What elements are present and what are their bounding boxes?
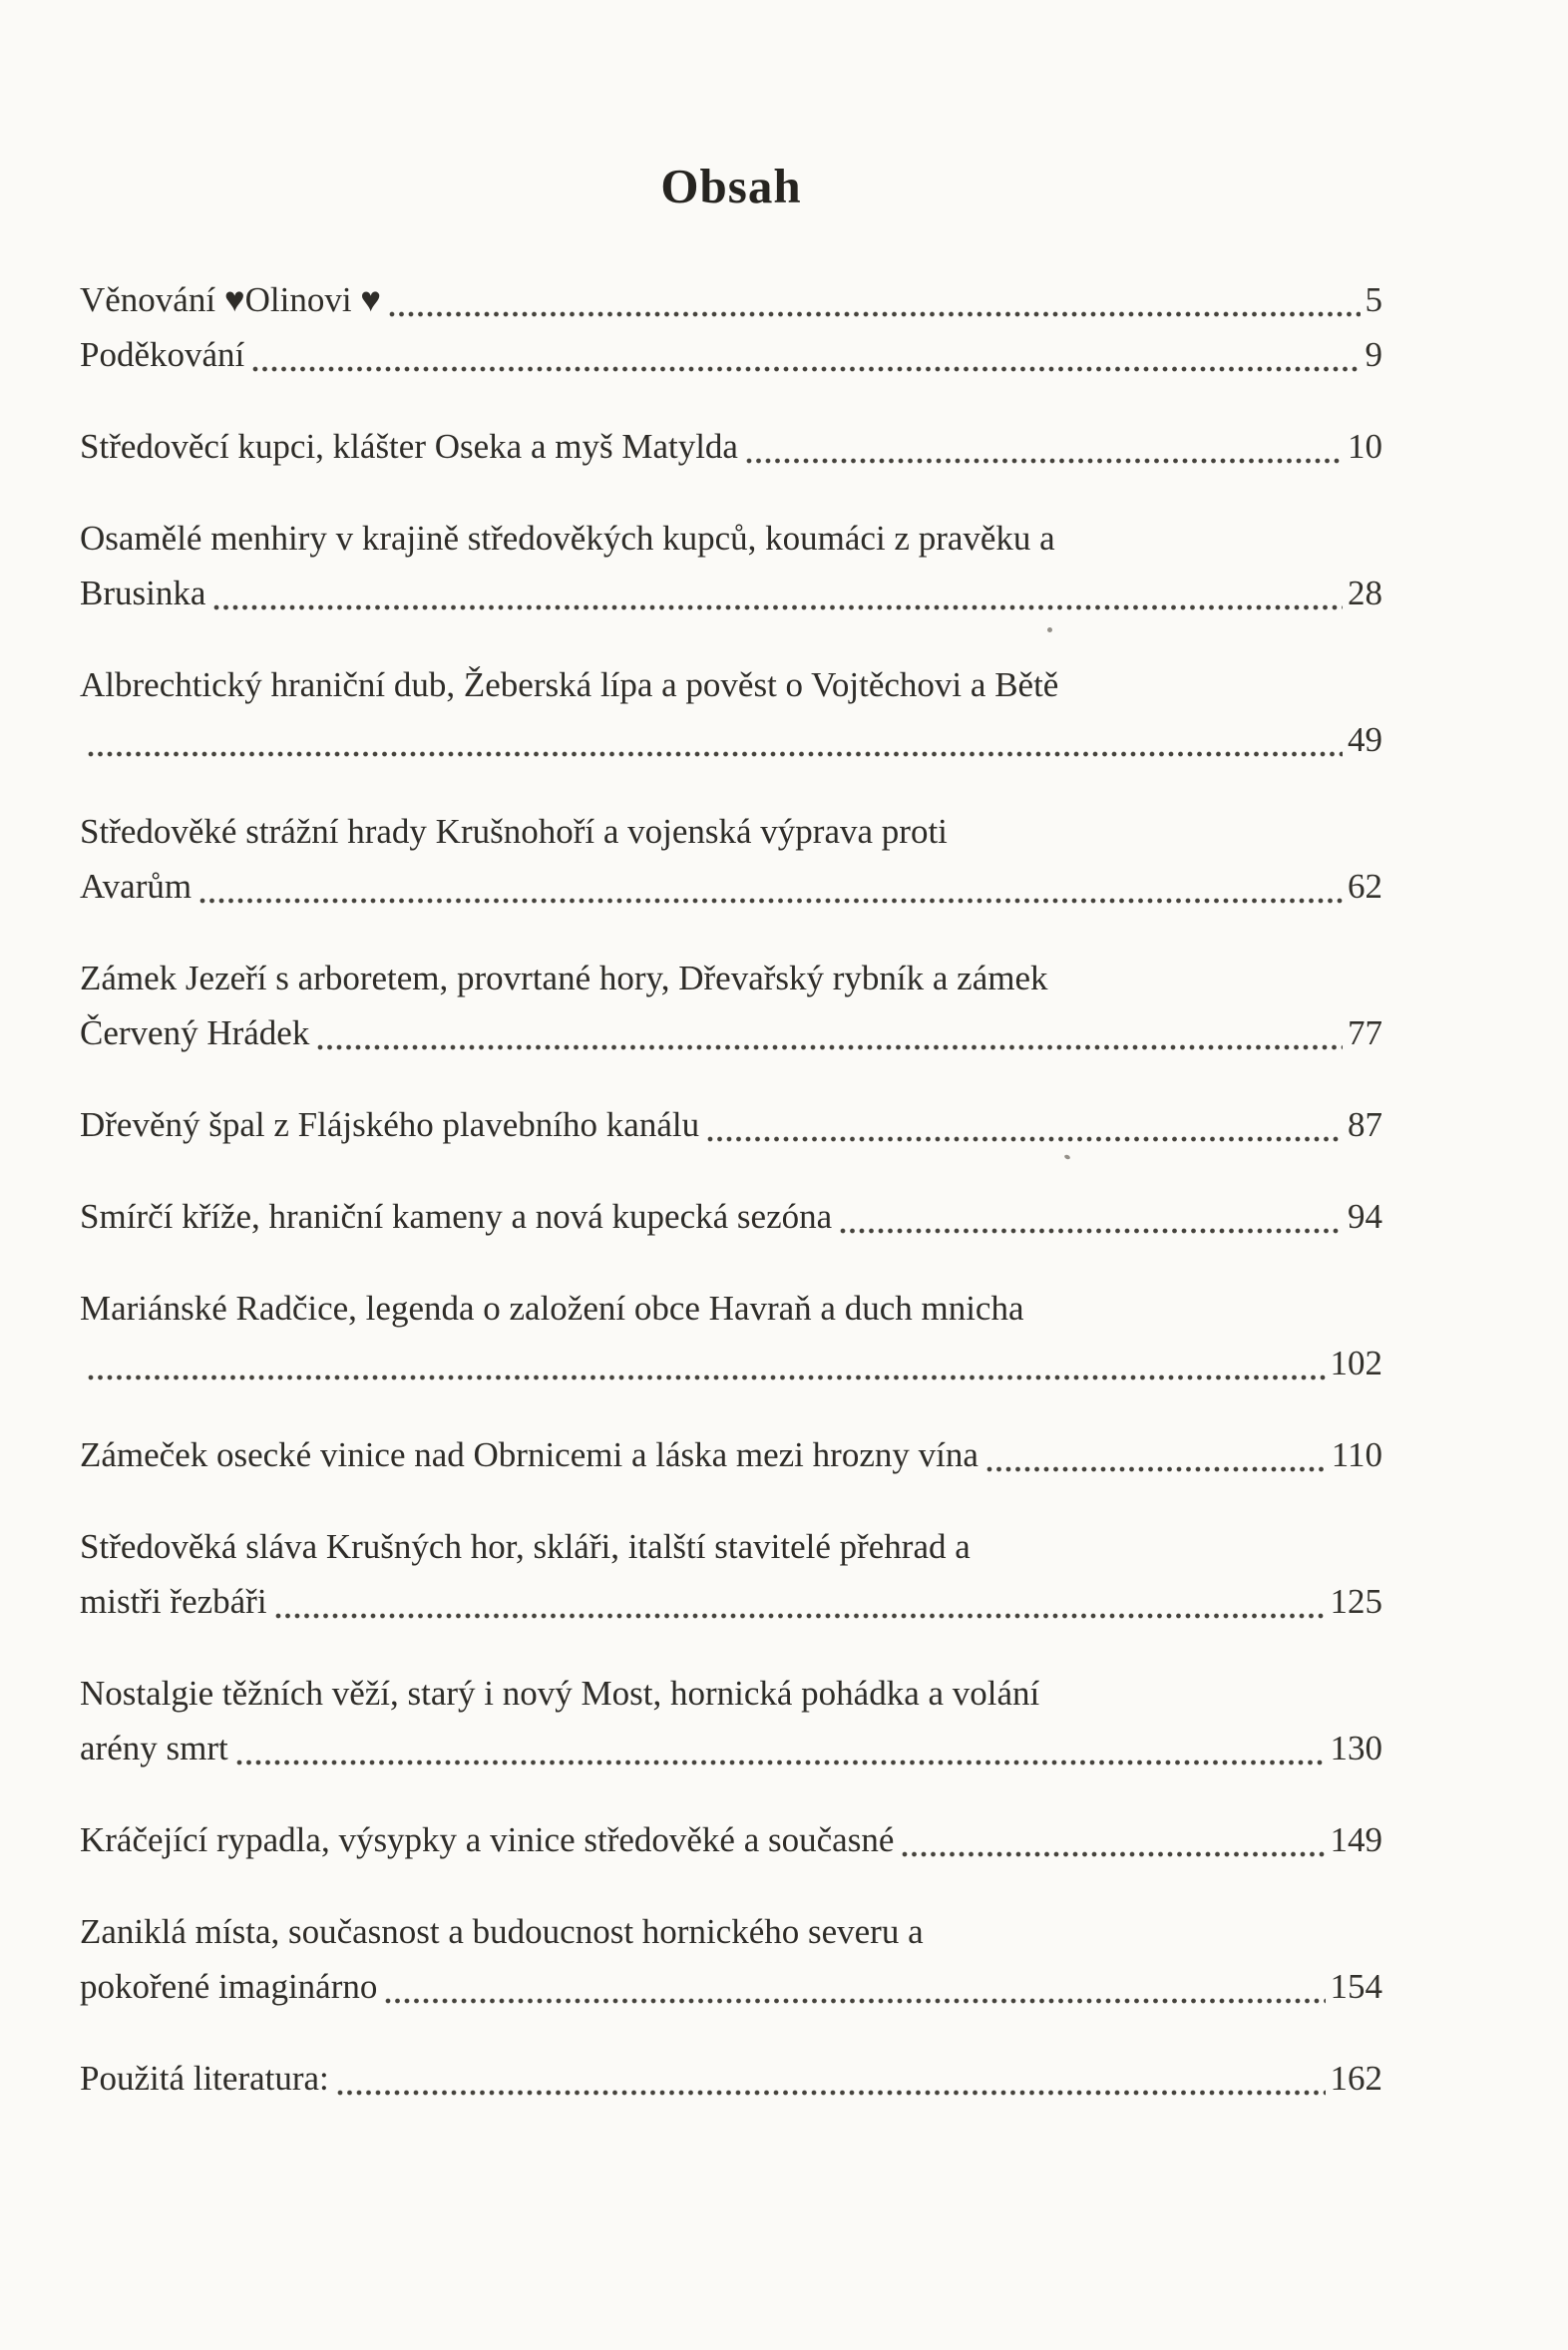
page-number: 77	[1348, 1013, 1382, 1052]
toc-entry-leader-line	[80, 1959, 1382, 2014]
page-number: 62	[1348, 867, 1382, 906]
page-number: 49	[1348, 720, 1382, 759]
toc-entry-leader-line	[80, 1427, 1382, 1482]
toc-entry-title: Zámek Jezeří s arboretem, provrtané hory, Dřevařský rybník a zámek	[80, 959, 1048, 997]
dot-leader	[87, 1370, 1326, 1382]
toc-entry	[80, 511, 1382, 620]
toc-entry	[80, 1097, 1382, 1152]
toc-entry-leader-line	[80, 566, 1382, 620]
toc-entry	[80, 272, 1382, 327]
dot-leader	[274, 1608, 1326, 1621]
dot-leader	[235, 1755, 1326, 1767]
toc-entry	[80, 327, 1382, 382]
toc-entry-title: Středověká sláva Krušných hor, skláři, italští stavitelé přehrad a	[80, 1527, 971, 1566]
toc-entry	[80, 1427, 1382, 1482]
toc-entry	[80, 419, 1382, 474]
dot-leader	[839, 1223, 1343, 1236]
scan-speck	[1047, 627, 1052, 632]
dot-leader	[745, 453, 1343, 466]
toc-entry-title-continued: pokořené imaginárno	[80, 1967, 378, 2006]
dot-leader	[336, 2085, 1326, 2098]
toc-entry-text	[80, 1519, 1382, 1574]
dot-leader	[985, 1461, 1327, 1474]
page-number: 9	[1365, 335, 1382, 374]
toc-entry-title: Nostalgie těžních věží, starý i nový Most, hornická pohádka a volání	[80, 1674, 1040, 1713]
page-number: 162	[1330, 2059, 1382, 2098]
toc-entry-title: Albrechtický hraniční dub, Žeberská lípa a pověst o Vojtěchovi a Bětě	[80, 665, 1059, 704]
page-number: 149	[1330, 1820, 1382, 1859]
toc-entry-leader-line	[80, 2051, 1382, 2106]
page-number: 125	[1330, 1582, 1382, 1621]
page-number: 110	[1331, 1435, 1382, 1474]
toc-entry-leader-line	[80, 1574, 1382, 1629]
toc-entry-text	[80, 1281, 1382, 1336]
toc-entry-leader-line	[80, 1189, 1382, 1244]
toc-entry-title: Použitá literatura:	[80, 2059, 329, 2098]
page-title: Obsah	[660, 159, 802, 213]
dot-leader	[384, 1993, 1325, 2006]
toc-entry-text	[80, 1904, 1382, 1959]
toc-entry-title: Věnování ♥Olinovi ♥	[80, 280, 382, 319]
toc-entry-leader-line	[80, 712, 1382, 767]
toc-entry-title: Mariánské Radčice, legenda o založení obce Havraň a duch mnicha	[80, 1289, 1024, 1328]
toc-entry	[80, 657, 1382, 767]
toc-entry	[80, 951, 1382, 1060]
toc-content	[80, 158, 1382, 2143]
toc-entry-leader-line	[80, 859, 1382, 914]
page-number: 102	[1330, 1344, 1382, 1382]
dot-leader	[388, 306, 1360, 319]
toc-entry-title-continued: mistři řezbáři	[80, 1582, 267, 1621]
toc-entry-title-continued: Červený Hrádek	[80, 1013, 310, 1052]
toc-entry-title-continued: Avarům	[80, 867, 193, 906]
toc-entry-text	[80, 804, 1382, 859]
toc-entries	[80, 272, 1382, 2106]
page-number: 28	[1348, 574, 1382, 612]
dot-leader	[212, 599, 1343, 612]
toc-entry-leader-line	[80, 1721, 1382, 1775]
toc-entry-title: Středověcí kupci, klášter Oseka a myš Matylda	[80, 427, 738, 466]
page-number: 154	[1330, 1967, 1382, 2006]
page-number: 87	[1348, 1105, 1382, 1144]
toc-entry-leader-line	[80, 1097, 1382, 1152]
toc-entry-title: Poděkování	[80, 335, 245, 374]
toc-entry-title: Zámeček osecké vinice nad Obrnicemi a láska mezi hrozny vína	[80, 1435, 979, 1474]
toc-entry-title-continued: Brusinka	[80, 574, 206, 612]
toc-entry-text	[80, 657, 1382, 712]
toc-entry-leader-line	[80, 1005, 1382, 1060]
dot-leader	[901, 1846, 1325, 1859]
toc-entry-text	[80, 951, 1382, 1005]
toc-entry	[80, 1189, 1382, 1244]
toc-entry-leader-line	[80, 1812, 1382, 1867]
dot-leader	[198, 893, 1343, 906]
dot-leader	[251, 361, 1360, 374]
page-number: 10	[1348, 427, 1382, 466]
toc-entry-text	[80, 1666, 1382, 1721]
toc-entry	[80, 1666, 1382, 1775]
toc-entry	[80, 1519, 1382, 1629]
page-number: 130	[1330, 1729, 1382, 1767]
toc-entry	[80, 1904, 1382, 2014]
toc-entry-leader-line	[80, 327, 1382, 382]
toc-entry	[80, 1281, 1382, 1390]
dot-leader	[706, 1131, 1343, 1144]
toc-entry-title: Kráčející rypadla, výsypky a vinice středověké a současné	[80, 1820, 895, 1859]
toc-entry-title-continued: arény smrt	[80, 1729, 228, 1767]
toc-entry	[80, 1812, 1382, 1867]
dot-leader	[316, 1039, 1343, 1052]
toc-entry-title: Středověké strážní hrady Krušnohoří a vojenská výprava proti	[80, 812, 948, 851]
dot-leader	[87, 746, 1343, 759]
toc-entry-title: Smírčí kříže, hraniční kameny a nová kupecká sezóna	[80, 1197, 833, 1236]
page-number: 94	[1348, 1197, 1382, 1236]
toc-entry-title: Osamělé menhiry v krajině středověkých kupců, koumáci z pravěku a	[80, 519, 1055, 558]
toc-entry-leader-line	[80, 272, 1382, 327]
toc-entry-title: Dřevěný špal z Flájského plavebního kanálu	[80, 1105, 700, 1144]
toc-entry-leader-line	[80, 1336, 1382, 1390]
toc-entry-title: Zaniklá místa, současnost a budoucnost hornického severu a	[80, 1912, 924, 1951]
toc-entry-leader-line	[80, 419, 1382, 474]
toc-entry	[80, 2051, 1382, 2106]
page-number: 5	[1365, 280, 1382, 319]
toc-entry	[80, 804, 1382, 914]
toc-entry-text	[80, 511, 1382, 566]
